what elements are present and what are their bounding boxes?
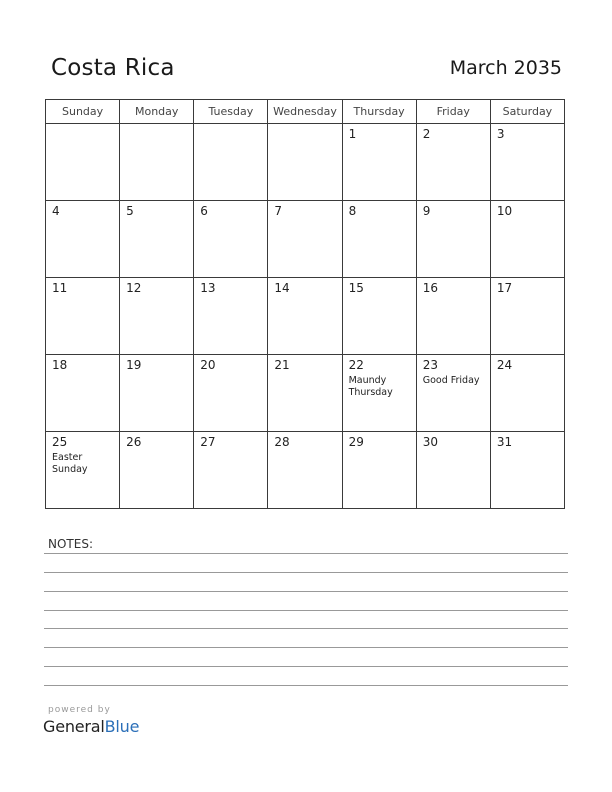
day-number: 13 bbox=[200, 281, 216, 295]
weekday-header-row bbox=[46, 100, 565, 124]
day-cell bbox=[490, 124, 564, 201]
day-number: 25 bbox=[52, 435, 68, 449]
weekday-thursday: Thursday bbox=[342, 100, 416, 124]
brand-part-blue: Blue bbox=[104, 717, 140, 736]
day-number: 14 bbox=[274, 281, 290, 295]
day-number: 27 bbox=[200, 435, 216, 449]
day-cell bbox=[268, 432, 342, 509]
day-cell bbox=[46, 278, 120, 355]
day-cell bbox=[490, 278, 564, 355]
week-row bbox=[46, 355, 565, 432]
country-title: Costa Rica bbox=[51, 55, 175, 81]
note-line bbox=[44, 628, 568, 629]
day-cell bbox=[120, 201, 194, 278]
day-number: 4 bbox=[52, 204, 60, 218]
weekday-monday: Monday bbox=[120, 100, 194, 124]
day-number: 11 bbox=[52, 281, 68, 295]
holiday-label-line: Maundy bbox=[348, 375, 387, 386]
day-cell bbox=[490, 355, 564, 432]
day-cell bbox=[342, 432, 416, 509]
day-number: 6 bbox=[200, 204, 208, 218]
day-number: 3 bbox=[496, 127, 505, 141]
week-row bbox=[46, 201, 565, 278]
day-number: 10 bbox=[496, 204, 513, 218]
day-number: 19 bbox=[126, 358, 142, 372]
weekday-tuesday: Tuesday bbox=[194, 100, 268, 124]
day-number: 15 bbox=[348, 281, 364, 295]
note-line bbox=[44, 610, 568, 611]
day-cell bbox=[120, 124, 194, 201]
week-row bbox=[46, 278, 565, 355]
week-row bbox=[46, 432, 565, 509]
day-cell bbox=[194, 124, 268, 201]
day-number: 30 bbox=[422, 435, 438, 449]
day-cell bbox=[416, 432, 490, 509]
day-cell bbox=[416, 355, 490, 432]
day-number: 20 bbox=[200, 358, 216, 372]
month-title: March 2035 bbox=[449, 57, 562, 79]
day-cell bbox=[194, 278, 268, 355]
day-number: 21 bbox=[274, 358, 290, 372]
note-line bbox=[44, 685, 568, 686]
day-cell bbox=[268, 201, 342, 278]
brand-part-general: General bbox=[43, 717, 105, 736]
day-cell bbox=[416, 201, 490, 278]
holiday-label-line: Easter bbox=[52, 452, 83, 463]
calendar-body bbox=[46, 124, 565, 509]
day-cell bbox=[342, 124, 416, 201]
day-cell bbox=[120, 278, 194, 355]
note-line bbox=[44, 553, 568, 554]
note-line bbox=[44, 591, 568, 592]
day-cell bbox=[46, 201, 120, 278]
day-cell bbox=[194, 432, 268, 509]
day-number: 2 bbox=[422, 127, 431, 141]
day-cell bbox=[120, 355, 194, 432]
weekday-friday: Friday bbox=[416, 100, 490, 124]
holiday-label bbox=[349, 375, 416, 399]
day-cell bbox=[46, 355, 120, 432]
day-number: 23 bbox=[422, 358, 438, 372]
day-cell bbox=[194, 201, 268, 278]
brand-logo[interactable] bbox=[43, 717, 139, 736]
day-cell bbox=[46, 124, 120, 201]
day-number: 22 bbox=[348, 358, 364, 372]
day-number: 9 bbox=[422, 204, 431, 218]
day-cell bbox=[416, 278, 490, 355]
day-number: 31 bbox=[496, 435, 513, 449]
day-cell bbox=[194, 355, 268, 432]
holiday-label bbox=[52, 452, 119, 476]
holiday-label-line: Thursday bbox=[348, 387, 393, 398]
notes-label: NOTES: bbox=[48, 537, 93, 551]
week-row bbox=[46, 124, 565, 201]
day-cell bbox=[268, 278, 342, 355]
day-cell bbox=[46, 432, 120, 509]
day-number: 24 bbox=[496, 358, 513, 372]
day-cell bbox=[490, 201, 564, 278]
day-cell bbox=[342, 201, 416, 278]
day-cell bbox=[416, 124, 490, 201]
day-number: 18 bbox=[52, 358, 68, 372]
note-line bbox=[44, 666, 568, 667]
day-cell bbox=[268, 124, 342, 201]
day-number: 7 bbox=[274, 204, 283, 218]
day-cell bbox=[490, 432, 564, 509]
powered-by-text: powered by bbox=[48, 705, 111, 715]
day-cell bbox=[268, 355, 342, 432]
day-cell bbox=[342, 355, 416, 432]
day-number: 12 bbox=[126, 281, 142, 295]
day-number: 26 bbox=[126, 435, 142, 449]
day-number: 28 bbox=[274, 435, 290, 449]
day-number: 1 bbox=[348, 127, 357, 141]
holiday-label-line: Good Friday bbox=[422, 375, 480, 386]
weekday-saturday: Saturday bbox=[490, 100, 564, 124]
note-line bbox=[44, 647, 568, 648]
holiday-label bbox=[423, 375, 490, 387]
day-number: 16 bbox=[422, 281, 438, 295]
day-cell bbox=[120, 432, 194, 509]
day-number: 8 bbox=[348, 204, 357, 218]
day-number: 5 bbox=[126, 204, 134, 218]
calendar-grid bbox=[45, 99, 565, 509]
day-cell bbox=[342, 278, 416, 355]
note-line bbox=[44, 572, 568, 573]
day-number: 29 bbox=[348, 435, 364, 449]
holiday-label-line: Sunday bbox=[52, 464, 88, 475]
weekday-sunday: Sunday bbox=[46, 100, 120, 124]
weekday-wednesday: Wednesday bbox=[268, 100, 342, 124]
day-number: 17 bbox=[496, 281, 513, 295]
